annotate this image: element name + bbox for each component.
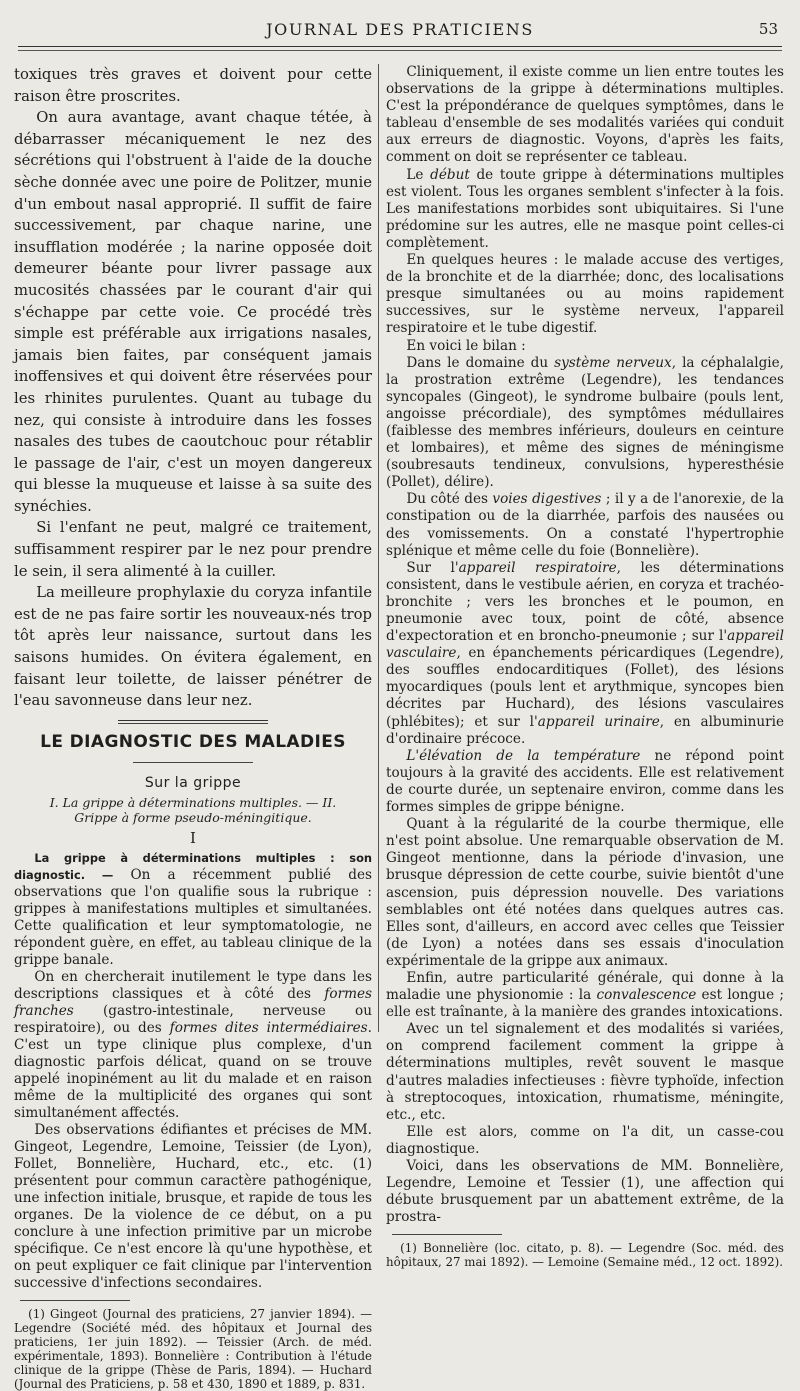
journal-title: JOURNAL DES PRATICIENS bbox=[266, 20, 534, 39]
header-rule-thin bbox=[18, 50, 782, 51]
paragraph-text: , la céphalalgie, la prostration extrême (Legendre), les tendances syncopales (Gingeot), le syndrome bulbaire (pouls lent, angoisse précordiale), des symptômes médullaires (faiblesse des membres inférieurs, douleurs en ceinture et lombaires), et même des signes de méningisme (soubresauts tendineux, convulsions, hyperesthésie (Pollet), délire). bbox=[386, 354, 784, 491]
emphasis: convalescence bbox=[596, 987, 697, 1004]
paragraph bbox=[386, 560, 784, 748]
emphasis: appareil vasculaire bbox=[386, 628, 784, 662]
paragraph-text: (gastro-intestinale, nerveuse ou respiratoire), ou des bbox=[14, 1002, 372, 1036]
paragraph: Quant à la régularité de la courbe thermique, elle n'est point absolue. Une remarquable observation de M. Gingeot mentionne, dans la période d'invasion, une brusque dépression de cette courbe, suivie bientôt d'une ascension, puis dépression nouvelle. Des variations semblables ont été notées dans quelques autres cas. Elles sont, d'ailleurs, en accord avec celles que Teissier (de Lyon) a notées dans ses essais d'inoculation expérimentale de la grippe aux animaux. bbox=[386, 816, 784, 969]
paragraph bbox=[386, 167, 784, 252]
paragraph bbox=[14, 969, 372, 1122]
paragraph-text: On en chercherait inutilement le type dans les descriptions classiques et à côté des bbox=[14, 968, 372, 1002]
paragraph: Voici, dans les observations de MM. Bonnelière, Legendre, Lemoine et Tessier (1), une affection qui débute brusquement par un abattement extrême, de la prostra- bbox=[386, 1158, 784, 1226]
paragraph: En voici le bilan : bbox=[406, 337, 526, 354]
paragraph: En quelques heures : le malade accuse des vertiges, de la bronchite et de la diarrhée; donc, des localisations presque simultanées ou au moins rapidement successives, sur le système nerveux, l'appareil respiratoire et le tube digestif. bbox=[386, 252, 784, 337]
emphasis: L'élévation de la température bbox=[406, 747, 641, 764]
article-title: Sur la grippe bbox=[144, 774, 242, 791]
paragraph-text: . C'est un type clinique plus complexe, d'un diagnostic parfois délicat, quand on se trouve appelé inopinément au lit du malade et en raison même de la multiplicité des organes qui sont simultanément affectés. bbox=[14, 1019, 372, 1121]
paragraph-text: , les déterminations consistent, dans le vestibule aérien, en coryza et trachéo-bronchite ; vers les bronches et le poumon, en pneumonie avec toux, point de côté, absence d'expectoration et en broncho-pneumonie ; sur l' bbox=[386, 559, 784, 645]
part-number: I bbox=[190, 828, 196, 847]
article-summary: I. La grippe à déterminations multiples. — II. Grippe à forme pseudo-méningitique. bbox=[49, 794, 337, 825]
footnote-rule bbox=[392, 1234, 502, 1235]
paragraph: La meilleure prophylaxie du coryza infantile est de ne pas faire sortir les nouveaux-nés trop tôt après leur naissance, surtout dans les saisons humides. On évitera également, en faisant leur toilette, de laisser pénétrer de l'eau savonneuse dans leur nez. bbox=[14, 584, 372, 710]
paragraph-text: ; il y a de l'anorexie, de la constipation ou de la diarrhée, parfois des nausées ou des vomissements. On a constaté l'hypertrophie splénique et même celle du foie (Bonnelière). bbox=[386, 491, 785, 559]
page-number: 53 bbox=[758, 20, 778, 38]
emphasis: formes dites intermédiaires bbox=[169, 1019, 368, 1036]
lead-heading: La grippe à déterminations multiples : son diagnostic. — bbox=[14, 850, 372, 882]
emphasis: voies digestives bbox=[492, 491, 602, 508]
paragraph bbox=[386, 748, 784, 816]
paragraph: Avec un tel signalement et des modalités si variées, on comprend facilement comment la grippe à déterminations multiples, revêt souvent le masque d'autres maladies infectieuses : fièvre typhoïde, infection à streptocoques, intoxication, rhumatisme, méningite, etc., etc. bbox=[386, 1021, 784, 1123]
paragraph-text: , en épanchements péricardiques (Legendre), des souffles endocarditiques (Follet), des lésions myocardiques (pouls lent et arythmique, syncopes bien décrites par Huchard), des lésions vasculaires (phlébites); et sur l' bbox=[386, 645, 784, 730]
section-title: LE DIAGNOSTIC DES MALADIES bbox=[40, 731, 346, 752]
emphasis: début bbox=[430, 166, 470, 183]
paragraph: Cliniquement, il existe comme un lien entre toutes les observations de la grippe à déterminations multiples. C'est la prépondérance de quelques symptômes, dans le tableau d'ensemble de ses modalités variées qui conduit aux erreurs de diagnostic. Voyons, d'après les faits, comment on doit se représenter ce tableau. bbox=[386, 64, 784, 166]
footnote: (1) Gingeot (Journal des praticiens, 27 janvier 1894). — Legendre (Société méd. des hôpitaux et Journal des praticiens, 1er juin 1892). — Teissier (Arch. de méd. expérimentale, 1893). Bonnelière : Contribution à l'étude clinique de la grippe (Thèse de Paris, 1894). — Huchard (Journal des Praticiens, p. 58 et 430, 1890 et 1889, p. 831. bbox=[14, 1306, 372, 1391]
paragraph-text: est longue ; elle est traînante, à la manière des grandes intoxications. bbox=[386, 987, 784, 1021]
section-rule bbox=[133, 762, 253, 763]
section-separator bbox=[118, 720, 268, 724]
paragraph-text: Le bbox=[406, 166, 431, 183]
emphasis: appareil respiratoire bbox=[458, 559, 617, 576]
emphasis: formes franches bbox=[14, 985, 372, 1019]
paragraph-text: , en albuminurie d'ordinaire précoce. bbox=[386, 713, 785, 747]
paragraph bbox=[386, 355, 784, 492]
paragraph: Si l'enfant ne peut, malgré ce traitement, suffisamment respirer par le nez pour prendre le sein, il sera alimenté à la cuiller. bbox=[14, 519, 372, 580]
footnote-rule bbox=[20, 1300, 130, 1301]
page-header bbox=[18, 20, 782, 50]
paragraph: Des observations édifiantes et précises de MM. Gingeot, Legendre, Lemoine, Teissier (de Lyon), Follet, Bonnelière, Huchard, etc., etc. (1) présentent pour commun caractère pathogénique, une infection initiale, brusque, et rapide de tous les organes. De la violence de ce début, on a pu conclure à une infection primitive par un microbe spécifique. Ce n'est encore là qu'une hypothèse, et on peut expliquer ce fait clinique par l'intervention successive d'infections secondaires. bbox=[14, 1121, 372, 1291]
footnotes bbox=[14, 1307, 372, 1391]
paragraph-text: Enfin, autre particularité générale, qui donne à la maladie une physionomie : la bbox=[386, 969, 784, 1004]
emphasis: système nerveux bbox=[554, 354, 672, 371]
paragraph-text: de toute grippe à déterminations multiples est violent. Tous les organes semblent s'infecter à la fois. Les manifestations morbides sont ubiquitaires. Si l'une prédomine sur les autres, elle ne masque point celles-ci complètement. bbox=[386, 166, 784, 251]
emphasis: appareil urinaire bbox=[537, 713, 660, 730]
paragraph bbox=[14, 850, 372, 969]
header-rule bbox=[18, 46, 782, 47]
paragraph: toxiques très graves et doivent pour cette raison être proscrites. bbox=[14, 66, 372, 105]
paragraph bbox=[386, 970, 784, 1021]
paragraph-text: ne répond point toujours à la gravité des accidents. Elle est relativement de courte durée, un septenaire environ, comme dans les formes simples de grippe bénigne. bbox=[386, 747, 784, 816]
footnotes bbox=[386, 1241, 784, 1269]
paragraph-text: Sur l' bbox=[406, 559, 459, 576]
paragraph-text: On a récemment publié des observations que l'on qualifie sous la rubrique : grippes à manifestations multiples et simultanées. Cette qualification et leur symptomatologie, ne répondent guère, en effet, au tableau clinique de la grippe banale. bbox=[14, 866, 372, 968]
paragraph bbox=[386, 491, 784, 559]
paragraph: Elle est alors, comme on l'a dit, un casse-cou diagnostique. bbox=[386, 1123, 784, 1157]
footnote: (1) Bonnelière (loc. citato, p. 8). — Legendre (Soc. méd. des hôpitaux, 27 mai 1892). — Lemoine (Semaine méd., 12 oct. 1892). bbox=[386, 1241, 784, 1270]
left-column bbox=[14, 64, 372, 1391]
paragraph-text: Du côté des bbox=[406, 491, 493, 508]
right-column bbox=[386, 64, 784, 1269]
column-divider bbox=[378, 64, 379, 1032]
paragraph-text: Dans le domaine du bbox=[406, 354, 555, 371]
paragraph: On aura avantage, avant chaque tétée, à débarrasser mécaniquement le nez des sécrétions qui l'obstruent à l'aide de la douche sèche donnée avec une poire de Politzer, munie d'un embout nasal approprié. Il suffit de faire successivement, par chaque narine, une insufflation modérée ; la narine opposée doit demeurer béante pour livrer passage aux mucosités chassées par le courant d'air qui s'échappe par cette voie. Ce procédé très simple est préférable aux irrigations nasales, jamais bien faites, par conséquent jamais inoffensives et qui doivent être réservées pour les rhinites purulentes. Quant au tubage du nez, qui consiste à introduire dans les fosses nasales des tubes de caoutchouc pour rétablir le passage de l'air, c'est un moyen dangereux qui blesse la muqueuse et laisse à sa suite des synéchies. bbox=[14, 109, 372, 515]
